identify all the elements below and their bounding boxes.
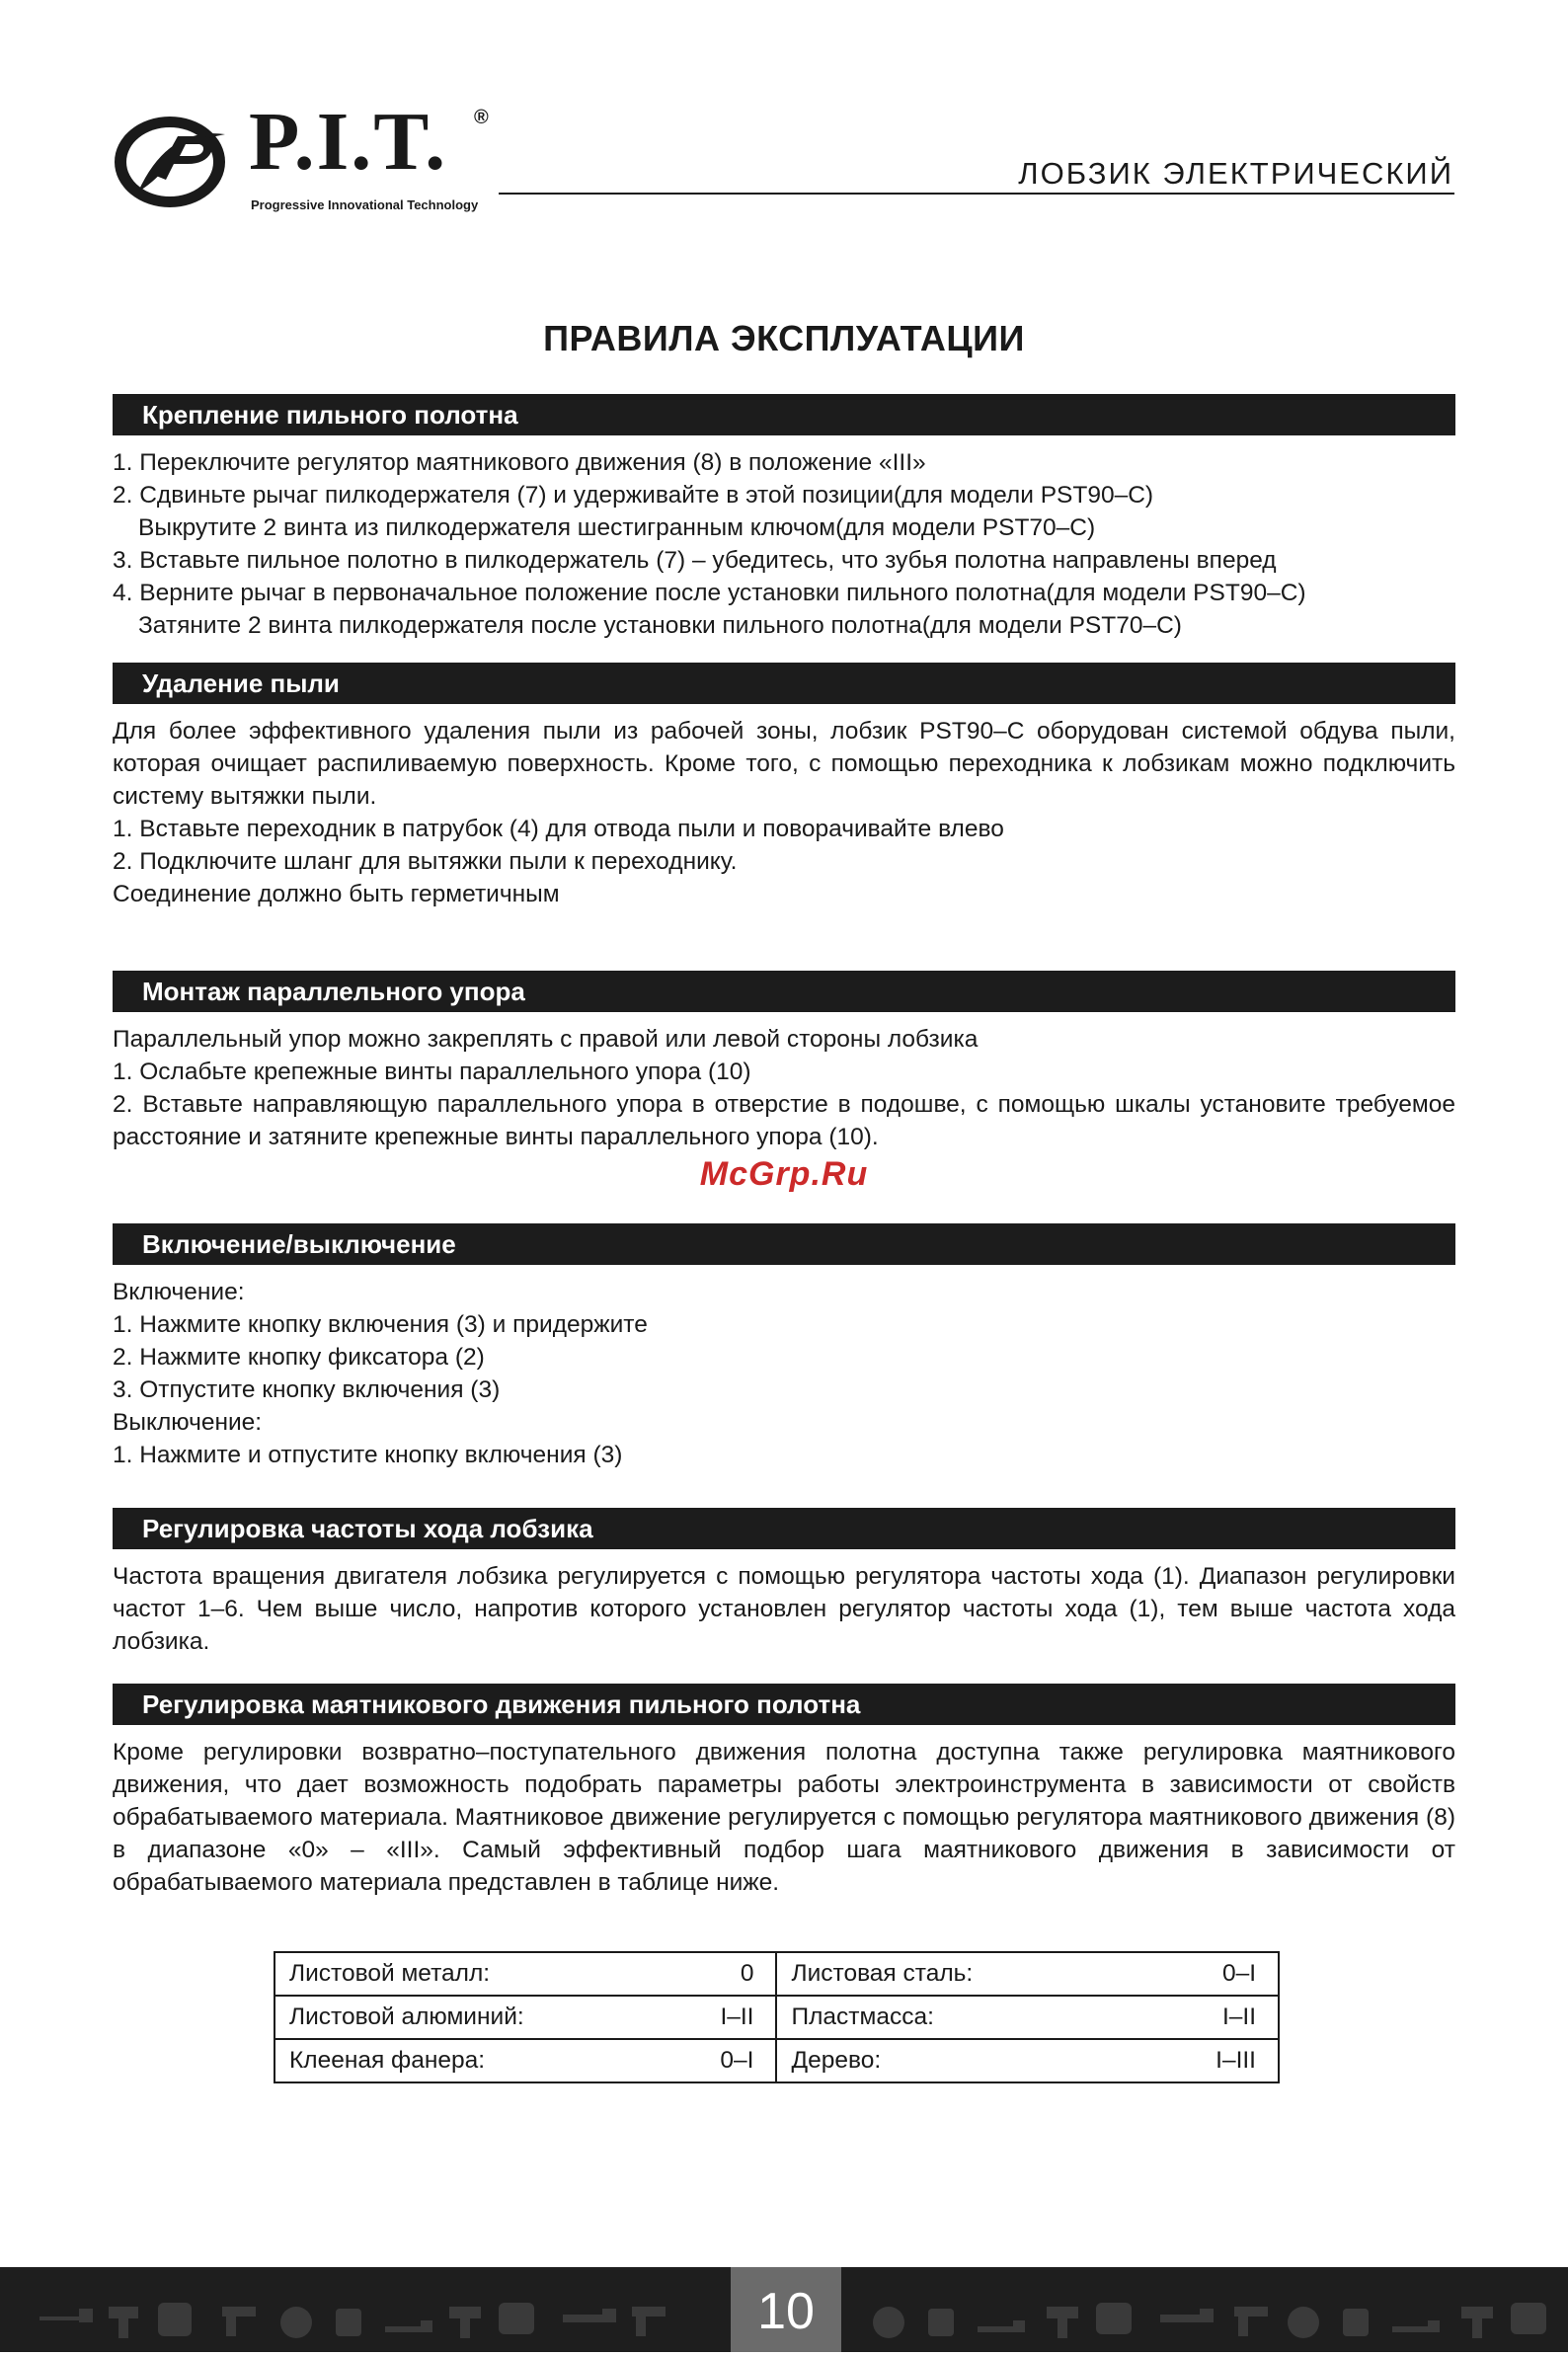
section-body-fence — [113, 1023, 1455, 1153]
table-row — [274, 1996, 1279, 2039]
section-heading-speed: Регулировка частоты хода лобзика — [113, 1508, 1455, 1549]
list-item: 3. Отпустите кнопку включения (3) — [113, 1376, 501, 1403]
list-item: 3. Вставьте пильное полотно в пилкодержатель (7) – убедитесь, что зубья полотна направлены вперед — [113, 547, 1277, 574]
table-row — [274, 2039, 1279, 2082]
table-cell-material: Листовой алюминий: — [274, 1996, 656, 2039]
section-heading-dust: Удаление пыли — [113, 663, 1455, 704]
table-cell-value: 0–I — [656, 2039, 776, 2082]
list-item: 1. Переключите регулятор маятникового движения (8) в положение «III» — [113, 449, 926, 476]
paragraph: 2. Вставьте направляющую параллельного упора в отверстие в подошве, с помощью шкалы установите требуемое расстояние и затяните крепежные винты параллельного упора (10). — [113, 1091, 1455, 1150]
header-rule — [499, 193, 1454, 195]
paragraph: Частота вращения двигателя лобзика регулируется с помощью регулятора частоты хода (1). Диапазон регулировки частот 1–6. Чем выше число, напротив которого установлен регулятор частоты хода (1), тем выше частота хода лобзика. — [113, 1563, 1455, 1655]
list-item: Параллельный упор можно закреплять с правой или левой стороны лобзика — [113, 1026, 979, 1053]
table-cell-material: Листовая сталь: — [776, 1952, 1157, 1996]
list-item: Включение: — [113, 1279, 245, 1305]
pendulum-materials-table — [274, 1951, 1280, 2083]
page-title: ПРАВИЛА ЭКСПЛУАТАЦИИ — [543, 318, 1025, 358]
section-heading-blade: Крепление пильного полотна — [113, 394, 1455, 435]
table-cell-material: Дерево: — [776, 2039, 1157, 2082]
table-cell-value: I–II — [1158, 1996, 1279, 2039]
watermark: McGrp.Ru — [699, 1155, 869, 1193]
table-cell-value: I–III — [1158, 2039, 1279, 2082]
list-item: 2. Нажмите кнопку фиксатора (2) — [113, 1344, 485, 1371]
list-item: 1. Нажмите кнопку включения (3) и придержите — [113, 1311, 648, 1338]
section-body-dust — [113, 715, 1455, 910]
section-heading-power: Включение/выключение — [113, 1223, 1455, 1265]
section-body-pendulum — [113, 1736, 1455, 1899]
section-body-power — [113, 1276, 1455, 1471]
list-item: 1. Ослабьте крепежные винты параллельного упора (10) — [113, 1059, 751, 1085]
list-item: 1. Нажмите и отпустите кнопку включения (3) — [113, 1442, 623, 1468]
pit-emblem-icon — [109, 107, 247, 215]
list-item: Соединение должно быть герметичным — [113, 881, 560, 907]
list-item: 2. Сдвиньте рычаг пилкодержателя (7) и удерживайте в этой позиции(для модели PST90–C) — [113, 482, 1154, 509]
paragraph: Кроме регулировки возвратно–поступательного движения полотна доступна также регулировка маятникового движения, что дает возможность подобрать параметры работы электроинструмента в зависимости от свойств обрабатываемого материала. Маятниковое движение регулируется с помощью регулятора маятникового движения (8) в диапазоне «0» – «III». Самый эффективный подбор шага маятникового движения в зависимости от обрабатываемого материала представлен в таблице ниже. — [113, 1739, 1455, 1896]
table-cell-value: 0–I — [1158, 1952, 1279, 1996]
list-item: 4. Верните рычаг в первоначальное положение после установки пильного полотна(для модели PST90–C) — [113, 580, 1306, 606]
list-item: Выкрутите 2 винта из пилкодержателя шестигранным ключом(для модели PST70–C) — [138, 514, 1096, 541]
list-item: 2. Подключите шланг для вытяжки пыли к переходнику. — [113, 848, 738, 875]
section-body-blade — [113, 446, 1455, 642]
table-cell-material: Клееная фанера: — [274, 2039, 656, 2082]
table-cell-material: Листовой металл: — [274, 1952, 656, 1996]
table-row — [274, 1952, 1279, 1996]
section-body-speed — [113, 1560, 1455, 1658]
table-cell-material: Пластмасса: — [776, 1996, 1157, 2039]
list-item: 1. Вставьте переходник в патрубок (4) для отвода пыли и поворачивайте влево — [113, 816, 1004, 842]
brand-wordmark: P.I.T. — [249, 96, 448, 188]
section-heading-fence: Монтаж параллельного упора — [113, 971, 1455, 1012]
footer-band — [0, 2267, 1568, 2352]
brand-logo — [109, 96, 523, 215]
brand-tagline: Progressive Innovational Technology — [251, 197, 479, 212]
document-type: ЛОБЗИК ЭЛЕКТРИЧЕСКИЙ — [1018, 156, 1453, 191]
registered-mark: ® — [474, 107, 489, 128]
table-cell-value: I–II — [656, 1996, 776, 2039]
page-number: 10 — [731, 2267, 841, 2352]
paragraph: Для более эффективного удаления пыли из рабочей зоны, лобзик PST90–C оборудован системой обдува пыли, которая очищает распиливаемую поверхность. Кроме того, с помощью переходника к лобзикам можно подключить систему вытяжки пыли. — [113, 718, 1455, 810]
list-item: Выключение: — [113, 1409, 263, 1436]
table-cell-value: 0 — [656, 1952, 776, 1996]
section-heading-pendulum: Регулировка маятникового движения пильного полотна — [113, 1684, 1455, 1725]
list-item: Затяните 2 винта пилкодержателя после установки пильного полотна(для модели PST70–C) — [138, 612, 1182, 639]
